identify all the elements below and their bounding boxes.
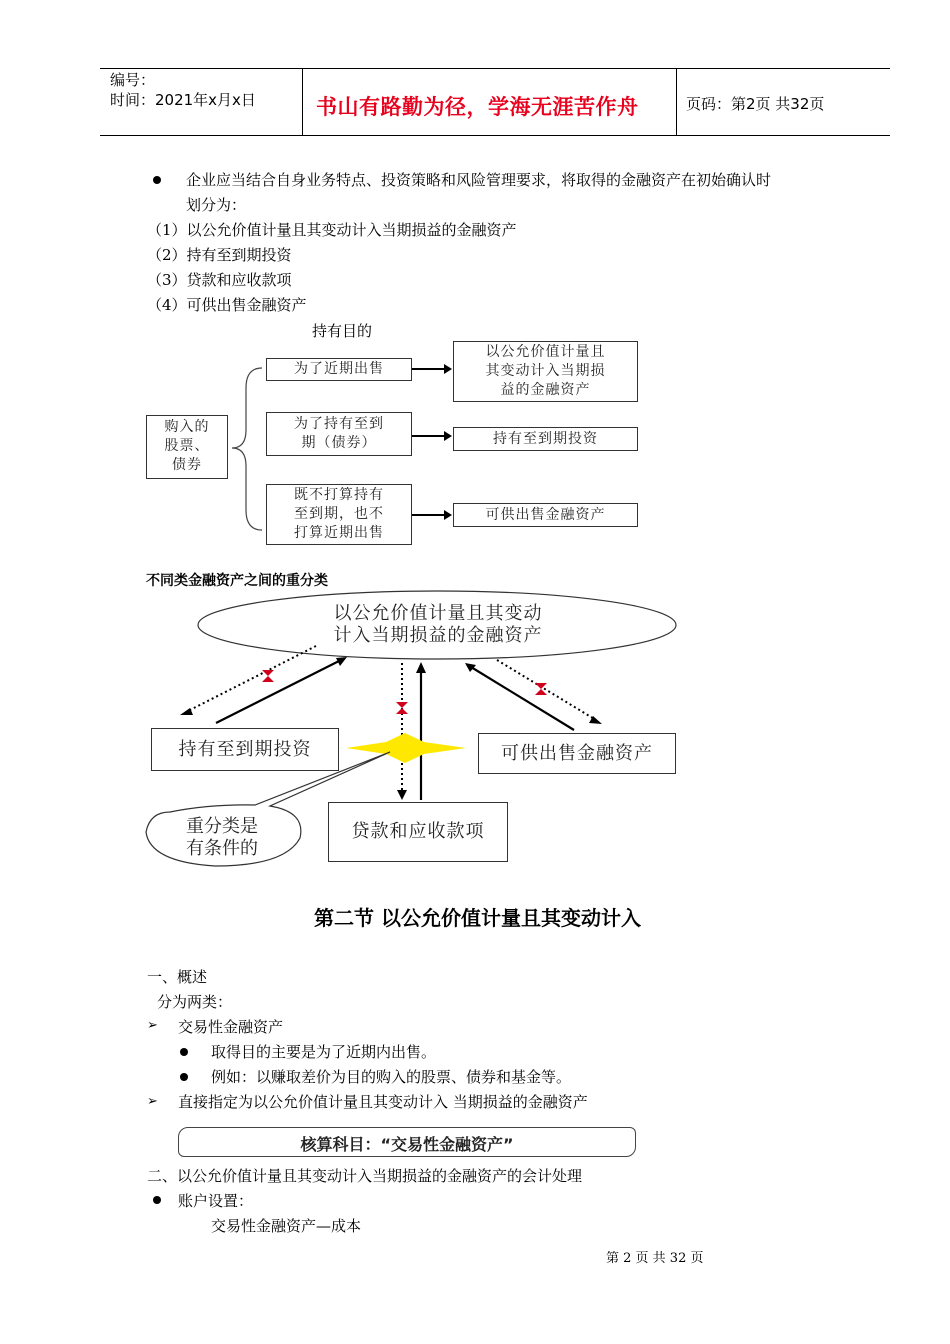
part2-heading: 二、以公允价值计量且其变动计入当期损益的金融资产的会计处理 (147, 1167, 583, 1185)
diagram2-callout-label (172, 816, 272, 860)
source-line: 购入的 (164, 419, 210, 435)
callout-line: 有条件的 (186, 838, 258, 859)
condition-line: 至到期，也不 (294, 506, 384, 522)
intro-item-2: （2）持有至到期投资 (147, 246, 292, 264)
diagram2-left-box: 持有至到期投资 (151, 728, 339, 771)
bullet-dot (180, 1073, 188, 1081)
ellipse-line: 以公允价值计量且其变动 (333, 603, 543, 624)
diagram2-heading: 不同类金融资产之间的重分类 (146, 573, 328, 589)
account-subject-label: 核算科目：“交易性金融资产” (300, 1135, 514, 1154)
target-line: 持有至到期投资 (493, 431, 598, 447)
condition-line: 打算近期出售 (294, 525, 384, 541)
footer-page-number: 第 2 页 共 32 页 (606, 1251, 704, 1266)
target-line: 以公允价值计量且 (485, 344, 606, 360)
intro-item-3: （3）贷款和应收款项 (147, 271, 292, 289)
ellipse-line: 计入当期损益的金融资产 (333, 625, 543, 646)
account-setup-label: 账户设置： (178, 1192, 254, 1210)
diagram2-ellipse-label (296, 603, 580, 647)
diagram1-top-label: 持有目的 (312, 322, 373, 340)
target-line: 益的金融资产 (500, 382, 591, 398)
arrow-bullet-icon: ➢ (147, 1094, 158, 1109)
source-line: 股票、 (164, 438, 210, 454)
kind1-point-1: 取得目的主要是为了近期内出售。 (211, 1043, 437, 1061)
callout-line: 重分类是 (186, 816, 258, 837)
condition-line: 既不打算持有 (294, 487, 384, 503)
bullet-dot (153, 1196, 161, 1204)
diagram2-right-box: 可供出售金融资产 (478, 733, 676, 774)
header-time-label: 时间：2021年x月x日 (110, 91, 256, 109)
target-line: 可供出售金融资产 (485, 507, 606, 523)
target-line: 其变动计入当期损 (485, 363, 606, 379)
kind1-label: 交易性金融资产 (178, 1018, 284, 1036)
overview-heading: 一、概述 (147, 968, 208, 986)
source-line: 债券 (172, 457, 202, 473)
condition-line: 期（债券） (301, 435, 377, 451)
arrow-bullet-icon: ➢ (147, 1018, 158, 1033)
bullet-dot (180, 1048, 188, 1056)
header-motto: 书山有路勤为径，学海无涯苦作舟 (316, 95, 639, 119)
two-kinds-label: 分为两类： (157, 993, 233, 1011)
kind2-label: 直接指定为以公允价值计量且其变动计入 当期损益的金融资产 (178, 1093, 588, 1111)
section-title: 第二节 以公允价值计量且其变动计入 (314, 906, 641, 930)
account-item: 交易性金融资产—成本 (211, 1217, 362, 1235)
intro-item-1: （1）以公允价值计量且其变动计入当期损益的金融资产 (147, 221, 517, 239)
kind1-point-2: 例如：以赚取差价为目的购入的股票、债券和基金等。 (211, 1068, 572, 1086)
account-subject-box (178, 1127, 636, 1157)
intro-item-4: （4）可供出售金融资产 (147, 296, 307, 314)
header-code-label: 编号： (110, 71, 156, 89)
intro-bullet-line1: 企业应当结合自身业务特点、投资策略和风险管理要求，将取得的金融资产在初始确认时 (186, 171, 772, 189)
intro-bullet-line2: 划分为： (186, 196, 247, 214)
condition-line: 为了近期出售 (294, 361, 384, 377)
condition-line: 为了持有至到 (294, 416, 384, 432)
diagram2-bottom-box: 贷款和应收款项 (328, 802, 508, 862)
header-page-label: 页码：第2页 共32页 (686, 95, 825, 113)
